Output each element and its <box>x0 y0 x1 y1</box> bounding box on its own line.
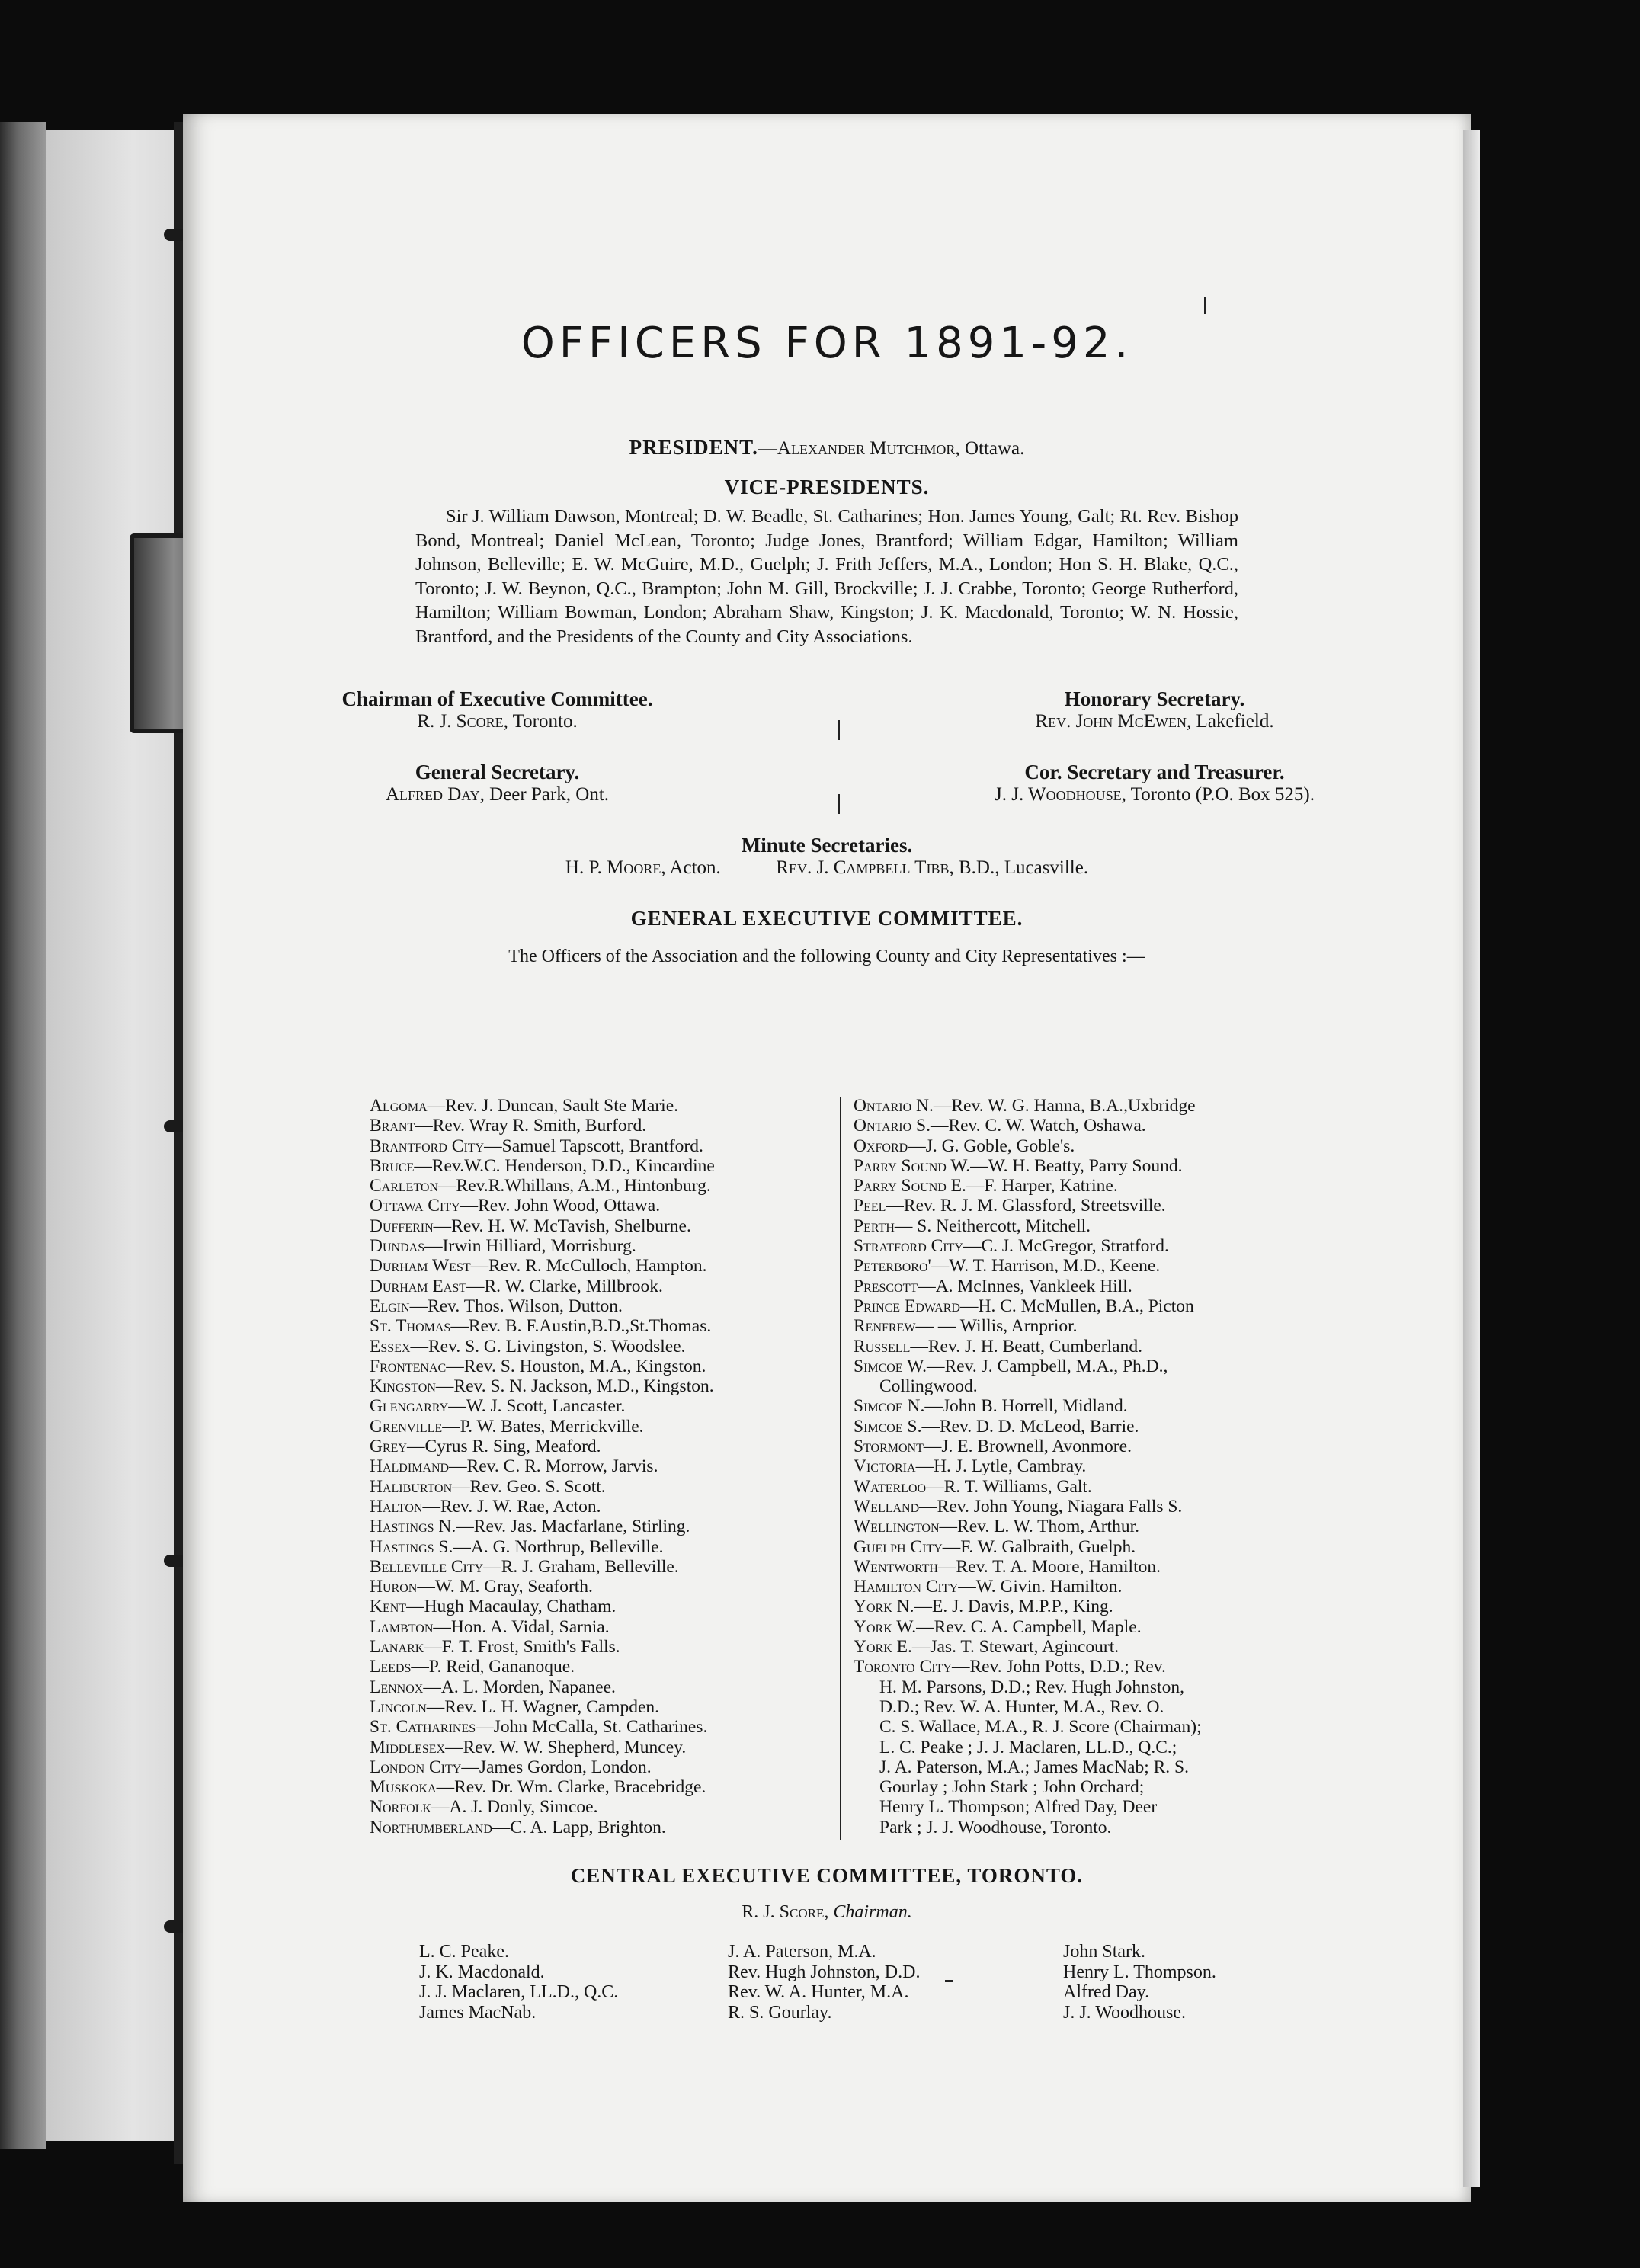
county-name: Victoria <box>854 1456 916 1477</box>
representative: —Rev. R. J. M. Glassford, Streetsville. <box>886 1196 1166 1216</box>
representative: —C. J. McGregor, Stratford. <box>963 1236 1169 1257</box>
vice-presidents-heading: VICE-PRESIDENTS. <box>724 476 930 498</box>
president-line: PRESIDENT.—Alexander Mutchmor, Ottawa. <box>629 436 1025 459</box>
county-name: Stormont <box>854 1437 924 1457</box>
county-name: Hastings N. <box>370 1517 456 1537</box>
central-exec-chair-title: Chairman. <box>833 1902 912 1922</box>
county-name: London City <box>370 1757 462 1777</box>
county-name: Kent <box>370 1597 407 1617</box>
county-name: Kingston <box>370 1376 436 1397</box>
representative: C. S. Wallace, M.A., R. J. Score (Chairman); <box>879 1717 1202 1738</box>
county-name: Belleville City <box>370 1556 484 1577</box>
vice-presidents-list: Sir J. William Dawson, Montreal; D. W. Beadle, St. Catharines; Hon. James Young, Galt; Rt. Rev. Bishop Bond, Montreal; Daniel McLean, Toronto; Judge Jones, Brantford; William Edgar, Hamilton; William Johnson, Belleville; E. W. McGuire, M.D., Guelph; J. Frith Jeffers, M.A., London; Hon S. H. Blake, Q.C., Toronto; J. W. Beynon, Q.C., Brampton; John M. Gill, Brockville; J. J. Crabbe, Toronto; George Rutherford, Hamilton; William Bowman, London; Abraham Shaw, Kingston; J. K. Macdonald, Toronto; W. N. Hossie, Brantford, and the Presidents of the County and City Associations. <box>415 506 1238 647</box>
county-name: Haldimand <box>370 1456 450 1477</box>
representative: — — Willis, Arnprior. <box>915 1316 1078 1337</box>
central-exec-heading: CENTRAL EXECUTIVE COMMITTEE, TORONTO. <box>570 1864 1084 1887</box>
committee-entry <box>370 1316 781 1336</box>
committee-entry <box>370 1296 781 1316</box>
central-exec-member: James MacNab. <box>419 2002 537 2023</box>
representative: Collingwood. <box>879 1376 978 1397</box>
representative: —P. Reid, Gananoque. <box>411 1657 575 1677</box>
representative: —Rev. W. W. Shepherd, Muncey. <box>445 1737 687 1757</box>
representative: —C. A. Lapp, Brighton. <box>492 1817 666 1837</box>
county-name: Northumberland <box>370 1817 492 1837</box>
county-name: Wellington <box>854 1517 940 1537</box>
county-name: Brant <box>370 1116 415 1136</box>
committee-left-column <box>370 1096 781 1837</box>
committee-entry <box>370 1176 781 1196</box>
committee-entry <box>370 1196 781 1216</box>
committee-entry <box>370 1357 781 1376</box>
committee-entry <box>854 1537 1341 1557</box>
committee-entry <box>854 1156 1341 1176</box>
minute-secretary-2-name: J. Campbell Tibb <box>816 857 950 878</box>
page-content <box>183 114 1471 2202</box>
committee-entry <box>854 1357 1341 1376</box>
central-exec-member: John Stark. <box>1063 1942 1145 1962</box>
committee-entry <box>854 1777 1341 1797</box>
committee-entry <box>854 1176 1341 1196</box>
minute-secretary-1-place: , Acton. <box>661 857 721 878</box>
committee-entry <box>370 1557 781 1577</box>
committee-entry <box>370 1537 781 1557</box>
print-speck <box>945 1980 953 1982</box>
county-name: Prince Edward <box>854 1296 960 1316</box>
committee-entry <box>854 1316 1341 1336</box>
county-name: Dundas <box>370 1236 425 1257</box>
minute-secretary-1 <box>565 857 721 878</box>
committee-entry <box>370 1717 781 1737</box>
committee-entry <box>370 1677 781 1697</box>
committee-entry <box>854 1296 1341 1316</box>
county-name: Toronto City <box>854 1657 952 1677</box>
central-exec-member: J. A. Paterson, M.A. <box>728 1942 876 1962</box>
county-name: Peterboro' <box>854 1256 931 1277</box>
representative: —F. T. Frost, Smith's Falls. <box>424 1637 620 1658</box>
page-title: OFFICERS FOR 1891-92. <box>521 319 1133 368</box>
chairman-exec-place: , Toronto. <box>503 711 578 732</box>
committee-entry <box>370 1216 781 1236</box>
representative: —Rev. D. D. McLeod, Barrie. <box>921 1416 1139 1437</box>
representative: —F. Harper, Katrine. <box>966 1176 1118 1196</box>
representative: —A. L. Morden, Napanee. <box>423 1677 616 1697</box>
honorary-secretary-heading: Honorary Secretary. <box>1064 687 1245 710</box>
county-name: Stratford City <box>854 1236 963 1257</box>
representative: —Rev. John Young, Niagara Falls S. <box>919 1496 1183 1517</box>
representative: —W. Givin. Hamilton. <box>958 1577 1123 1597</box>
county-name: Perth <box>854 1216 895 1236</box>
honorary-secretary-prefix: Rev. <box>1035 711 1076 732</box>
representative: —W. J. Scott, Lancaster. <box>448 1396 626 1417</box>
county-name: Prescott <box>854 1276 918 1296</box>
county-name: Frontenac <box>370 1356 447 1376</box>
central-exec-column-3 <box>1063 1942 1216 2023</box>
committee-entry <box>370 1277 781 1296</box>
representative: —H. J. Lytle, Cambray. <box>915 1456 1087 1477</box>
representative: —Rev. Wray R. Smith, Burford. <box>415 1116 647 1136</box>
representative: —Jas. T. Stewart, Agincourt. <box>911 1637 1119 1658</box>
county-name: York N. <box>854 1597 914 1617</box>
representative: Gourlay ; John Stark ; John Orchard; <box>879 1777 1145 1798</box>
minute-secretary-1-name: H. P. Moore <box>565 857 661 878</box>
minute-secretaries-block <box>183 834 1471 879</box>
county-name: Ottawa City <box>370 1196 460 1216</box>
committee-entry <box>854 1717 1341 1737</box>
central-exec-member: Rev. W. A. Hunter, M.A. <box>728 1982 909 2002</box>
representative: —Rev. H. W. McTavish, Shelburne. <box>433 1216 691 1236</box>
representative: Henry L. Thompson; Alfred Day, Deer <box>879 1797 1158 1818</box>
committee-entry <box>370 1136 781 1156</box>
county-name: Glengarry <box>370 1396 449 1417</box>
county-name: Waterloo <box>854 1476 927 1497</box>
committee-entry <box>370 1818 781 1837</box>
county-name: Muskoka <box>370 1777 437 1798</box>
cor-secretary-block <box>838 761 1471 806</box>
representative: —James Gordon, London. <box>461 1757 652 1777</box>
county-name: Haliburton <box>370 1476 453 1497</box>
representative: —W. M. Gray, Seaforth. <box>417 1577 593 1597</box>
committee-entry <box>370 1637 781 1657</box>
representative: —P. W. Bates, Merrickville. <box>442 1416 644 1437</box>
representative: —Rev. C. R. Morrow, Jarvis. <box>449 1456 658 1477</box>
chairman-exec-block <box>183 687 812 732</box>
representative: —Rev. Thos. Wilson, Dutton. <box>409 1296 623 1316</box>
committee-entry <box>370 1657 781 1677</box>
committee-entry <box>370 1477 781 1497</box>
representative: L. C. Peake ; J. J. Maclaren, LL.D., Q.C.; <box>879 1737 1177 1757</box>
representative: —Samuel Tapscott, Brantford. <box>484 1136 703 1156</box>
representative: —W. H. Beatty, Parry Sound. <box>970 1155 1183 1176</box>
representative: —E. J. Davis, M.P.P., King. <box>914 1597 1113 1617</box>
representative: —Rev. S. Houston, M.A., Kingston. <box>446 1356 706 1376</box>
representative: —Rev. J. Campbell, M.A., Ph.D., <box>926 1356 1168 1376</box>
committee-entry <box>370 1517 781 1536</box>
print-speck <box>1204 297 1206 314</box>
county-name: Peel <box>854 1196 886 1216</box>
committee-entry <box>854 1136 1341 1156</box>
president-name: Alexander Mutchmor <box>777 438 956 459</box>
column-divider <box>838 794 840 814</box>
general-exec-intro: The Officers of the Association and the following County and City Representatives :— <box>508 947 1145 966</box>
committee-entry <box>854 1477 1341 1497</box>
representative: —Rev. L. H. Wagner, Campden. <box>426 1696 660 1717</box>
committee-column-divider <box>840 1097 841 1840</box>
representative: H. M. Parsons, D.D.; Rev. Hugh Johnston, <box>879 1677 1184 1697</box>
committee-entry <box>370 1738 781 1757</box>
county-name: Grenville <box>370 1416 443 1437</box>
county-name: Simcoe W. <box>854 1356 927 1376</box>
representative: —R. W. Clarke, Millbrook. <box>466 1276 663 1296</box>
committee-entry <box>854 1256 1341 1276</box>
representative: —Rev. W. G. Hanna, B.A.,Uxbridge <box>933 1096 1196 1116</box>
representative: —Rev. John Wood, Ottawa. <box>460 1196 661 1216</box>
representative: —A. J. Donly, Simcoe. <box>431 1797 598 1818</box>
representative: —Rev. S. N. Jackson, M.D., Kingston. <box>435 1376 714 1397</box>
representative: —Hon. A. Vidal, Sarnia. <box>433 1616 610 1637</box>
committee-entry <box>854 1677 1341 1697</box>
committee-entry <box>854 1236 1341 1256</box>
committee-entry <box>370 1497 781 1517</box>
column-divider <box>838 720 840 740</box>
representative: Park ; J. J. Woodhouse, Toronto. <box>879 1817 1112 1837</box>
central-exec-member: R. S. Gourlay. <box>728 2002 832 2023</box>
representative: —Rev. S. G. Livingston, S. Woodslee. <box>410 1336 686 1357</box>
representative: —Rev. J. W. Rae, Acton. <box>422 1496 601 1517</box>
central-exec-column-1 <box>419 1942 618 2023</box>
representative: —Cyrus R. Sing, Meaford. <box>406 1437 601 1457</box>
general-secretary-block <box>183 761 812 806</box>
honorary-secretary-name: John McEwen <box>1075 711 1187 732</box>
county-name: Guelph City <box>854 1536 943 1557</box>
committee-entry <box>854 1437 1341 1456</box>
county-name: Lambton <box>370 1616 434 1637</box>
representative: —Rev. C. W. Watch, Oshawa. <box>930 1116 1146 1136</box>
cor-secretary-heading: Cor. Secretary and Treasurer. <box>1024 761 1285 783</box>
representative: —Rev. J. Duncan, Sault Ste Marie. <box>427 1096 679 1116</box>
representative: —Rev. Geo. S. Scott. <box>452 1476 606 1497</box>
county-name: Welland <box>854 1496 920 1517</box>
representative: —J. G. Goble, Goble's. <box>908 1136 1075 1156</box>
county-name: Algoma <box>370 1096 428 1116</box>
representative: —John B. Horrell, Midland. <box>924 1396 1128 1417</box>
county-name: Bruce <box>370 1155 415 1176</box>
representative: —Rev. R. McCulloch, Hampton. <box>470 1256 707 1277</box>
representative: —A. McInnes, Vankleek Hill. <box>918 1276 1132 1296</box>
county-name: Simcoe S. <box>854 1416 922 1437</box>
county-name: Leeds <box>370 1657 412 1677</box>
representative: —A. G. Northrup, Belleville. <box>453 1536 664 1557</box>
committee-entry <box>854 1096 1341 1116</box>
county-name: Brantford City <box>370 1136 485 1156</box>
county-name: Carleton <box>370 1176 439 1196</box>
committee-entry <box>854 1517 1341 1536</box>
county-name: York W. <box>854 1616 917 1637</box>
general-exec-heading: GENERAL EXECUTIVE COMMITTEE. <box>630 907 1023 930</box>
representative: —Irwin Hilliard, Morrisburg. <box>424 1236 636 1257</box>
central-exec-member: Alfred Day. <box>1063 1982 1150 2002</box>
committee-entry <box>370 1417 781 1437</box>
county-name: Grey <box>370 1437 407 1457</box>
county-name: Lennox <box>370 1677 424 1697</box>
minute-secretary-2-place: , B.D., Lucasville. <box>949 857 1089 878</box>
committee-entry <box>854 1577 1341 1597</box>
county-name: Durham West <box>370 1256 471 1277</box>
representative: —J. E. Brownell, Avonmore. <box>923 1437 1132 1457</box>
chairman-exec-name: R. J. Score <box>417 711 504 732</box>
minute-secretary-2-prefix: Rev. <box>776 857 817 878</box>
county-name: Durham East <box>370 1276 466 1296</box>
county-name: Dufferin <box>370 1216 434 1236</box>
committee-entry <box>854 1657 1341 1677</box>
committee-entry <box>854 1557 1341 1577</box>
committee-entry <box>370 1256 781 1276</box>
committee-entry <box>370 1096 781 1116</box>
county-name: York E. <box>854 1637 912 1658</box>
minute-secretaries-heading: Minute Secretaries. <box>741 834 913 857</box>
county-name: Ontario S. <box>854 1116 931 1136</box>
committee-entry <box>854 1497 1341 1517</box>
county-name: Hastings S. <box>370 1536 453 1557</box>
committee-entry <box>854 1277 1341 1296</box>
representative: — S. Neithercott, Mitchell. <box>894 1216 1091 1236</box>
representative: —Rev.W.C. Henderson, D.D., Kincardine <box>414 1155 715 1176</box>
representative: —Rev.R.Whillans, A.M., Hintonburg. <box>438 1176 711 1196</box>
committee-entry <box>370 1456 781 1476</box>
honorary-secretary-block <box>838 687 1471 732</box>
county-name: Parry Sound E. <box>854 1176 966 1196</box>
honorary-secretary-place: , Lakefield. <box>1187 711 1274 732</box>
county-name: Russell <box>854 1336 911 1357</box>
representative: —Rev. John Potts, D.D.; Rev. <box>951 1657 1166 1677</box>
president-label: PRESIDENT. <box>629 436 758 459</box>
committee-entry <box>854 1597 1341 1616</box>
representative: —Rev. Jas. Macfarlane, Stirling. <box>456 1517 690 1537</box>
committee-entry <box>370 1777 781 1797</box>
committee-entry <box>854 1396 1341 1416</box>
committee-entry <box>370 1617 781 1637</box>
county-name: Middlesex <box>370 1737 446 1757</box>
county-name: St. Catharines <box>370 1717 476 1738</box>
county-name: Lincoln <box>370 1696 427 1717</box>
county-name: Elgin <box>370 1296 410 1316</box>
representative: —Rev. B. F.Austin,B.D.,St.Thomas. <box>450 1316 712 1337</box>
central-exec-member: Henry L. Thompson. <box>1063 1962 1216 1982</box>
central-exec-chair: R. J. Score, Chairman. <box>742 1902 912 1922</box>
committee-entry <box>370 1396 781 1416</box>
committee-entry <box>854 1216 1341 1236</box>
representative: —John McCalla, St. Catharines. <box>476 1717 708 1738</box>
committee-entry <box>854 1797 1341 1817</box>
chairman-exec-heading: Chairman of Executive Committee. <box>341 687 653 710</box>
general-secretary-place: , Deer Park, Ont. <box>479 784 610 805</box>
president-place: , Ottawa. <box>955 438 1025 459</box>
representative: —Rev. T. A. Moore, Hamilton. <box>937 1556 1161 1577</box>
committee-entry <box>854 1617 1341 1637</box>
committee-entry <box>370 1757 781 1777</box>
central-exec-member: Rev. Hugh Johnston, D.D. <box>728 1962 921 1982</box>
committee-entry <box>370 1797 781 1817</box>
representative: —H. C. McMullen, B.A., Picton <box>959 1296 1194 1316</box>
cor-secretary-place: , Toronto (P.O. Box 525). <box>1121 784 1315 805</box>
representative: —F. W. Galbraith, Guelph. <box>942 1536 1136 1557</box>
central-exec-member: J. J. Woodhouse. <box>1063 2002 1186 2023</box>
central-exec-member: L. C. Peake. <box>419 1942 509 1962</box>
committee-entry <box>854 1417 1341 1437</box>
committee-entry <box>854 1337 1341 1357</box>
representative: D.D.; Rev. W. A. Hunter, M.A., Rev. O. <box>879 1696 1164 1717</box>
committee-entry <box>854 1738 1341 1757</box>
previous-page-edge <box>46 130 191 2141</box>
representative: J. A. Paterson, M.A.; James MacNab; R. S. <box>879 1757 1190 1777</box>
committee-entry <box>854 1818 1341 1837</box>
county-name: Renfrew <box>854 1316 916 1337</box>
minute-secretary-2 <box>776 857 1088 878</box>
committee-entry <box>370 1437 781 1456</box>
committee-entry <box>370 1236 781 1256</box>
central-exec-member: J. J. Maclaren, LL.D., Q.C. <box>419 1982 619 2002</box>
representative: —W. T. Harrison, M.D., Keene. <box>931 1256 1161 1277</box>
county-name: Wentworth <box>854 1556 938 1577</box>
cor-secretary-name: J. J. Woodhouse <box>995 784 1122 805</box>
county-name: Parry Sound W. <box>854 1155 971 1176</box>
central-exec-column-2 <box>728 1942 920 2023</box>
committee-entry <box>854 1697 1341 1717</box>
representative: —Rev. L. W. Thom, Arthur. <box>939 1517 1139 1537</box>
committee-entry <box>370 1697 781 1717</box>
county-name: Hamilton City <box>854 1577 959 1597</box>
county-name: Lanark <box>370 1637 424 1658</box>
committee-entry <box>854 1456 1341 1476</box>
representative: —Rev. C. A. Campbell, Maple. <box>916 1616 1142 1637</box>
committee-entry <box>370 1597 781 1616</box>
county-name: Simcoe N. <box>854 1396 925 1417</box>
representative: —Rev. J. H. Beatt, Cumberland. <box>910 1336 1142 1357</box>
committee-entry <box>854 1757 1341 1777</box>
committee-entry <box>370 1337 781 1357</box>
central-exec-member: J. K. Macdonald. <box>419 1962 545 1982</box>
representative: —R. J. Graham, Belleville. <box>483 1556 679 1577</box>
committee-entry <box>370 1577 781 1597</box>
county-name: Oxford <box>854 1136 908 1156</box>
county-name: Essex <box>370 1336 411 1357</box>
county-name: Norfolk <box>370 1797 431 1818</box>
representative: —Hugh Macaulay, Chatham. <box>406 1597 617 1617</box>
committee-entry <box>370 1116 781 1136</box>
committee-entry <box>370 1156 781 1176</box>
county-name: Ontario N. <box>854 1096 934 1116</box>
general-secretary-heading: General Secretary. <box>415 761 580 783</box>
representative: —Rev. Dr. Wm. Clarke, Bracebridge. <box>436 1777 706 1798</box>
committee-entry <box>854 1637 1341 1657</box>
general-secretary-name: Alfred Day <box>385 784 480 805</box>
committee-right-column <box>854 1096 1341 1837</box>
central-exec-chair-name: R. J. Score <box>742 1902 825 1922</box>
county-name: Huron <box>370 1577 418 1597</box>
representative: —R. T. Williams, Galt. <box>926 1476 1092 1497</box>
committee-entry <box>854 1196 1341 1216</box>
county-name: St. Thomas <box>370 1316 451 1337</box>
binding-edge <box>0 122 46 2149</box>
committee-entry <box>854 1116 1341 1136</box>
county-name: Halton <box>370 1496 423 1517</box>
committee-entry <box>854 1376 1341 1396</box>
committee-entry <box>370 1376 781 1396</box>
